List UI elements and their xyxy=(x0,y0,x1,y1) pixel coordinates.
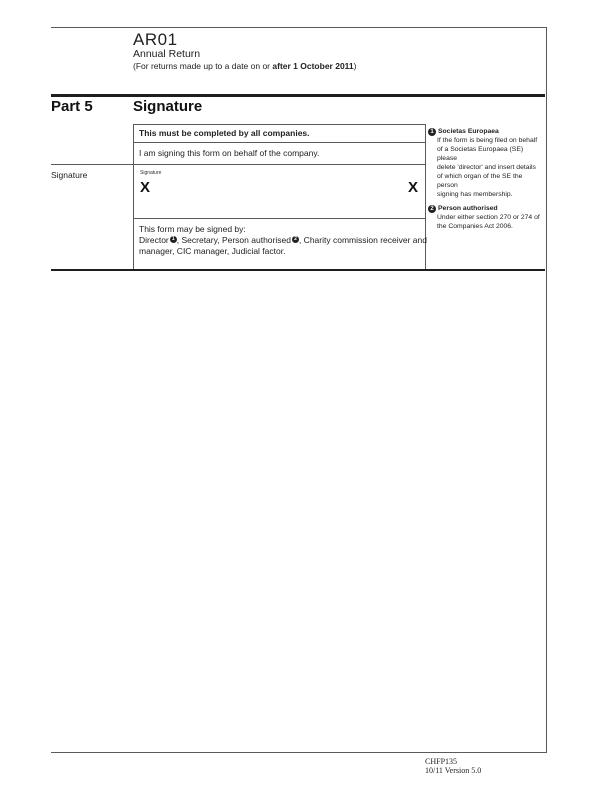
signature-side-label: Signature xyxy=(51,170,88,180)
signed-by-block xyxy=(139,224,427,257)
signature-field[interactable] xyxy=(134,165,424,217)
note-bullet: 1 xyxy=(428,128,436,136)
signed-by-line-1 xyxy=(139,235,427,246)
bottom-border xyxy=(51,752,547,753)
form-code: AR01 xyxy=(133,30,178,49)
right-border xyxy=(546,27,547,753)
note-body: Under either section 270 or 274 of the Companies Act 2006. xyxy=(437,214,540,230)
note-societas xyxy=(428,127,544,199)
signing-behalf-text: I am signing this form on behalf of the company. xyxy=(139,148,320,158)
form-note-bold: after 1 October 2011 xyxy=(272,61,354,71)
sign-mark-right: X xyxy=(408,179,419,196)
must-complete-text: This must be completed by all companies. xyxy=(139,128,310,138)
row-line-1 xyxy=(133,124,425,125)
row-line-4 xyxy=(133,218,425,219)
part-title: Signature xyxy=(133,98,203,115)
signature-box-label: Signature xyxy=(140,170,162,176)
note-person-authorised xyxy=(428,204,544,231)
note-title: 2 Person authorised xyxy=(428,204,544,213)
signed-by-heading: This form may be signed by: xyxy=(139,224,246,234)
signed-by-line-2: manager, CIC manager, Judicial factor. xyxy=(139,246,286,256)
signed-by-director: Director xyxy=(139,235,169,245)
footer xyxy=(425,757,481,775)
note-marker-1: 1 xyxy=(170,236,177,243)
form-note-suffix: ) xyxy=(353,61,357,71)
footer-version: 10/11 Version 5.0 xyxy=(425,766,482,775)
note-title: 1 Societas Europaea xyxy=(428,127,544,136)
note-bullet: 2 xyxy=(428,205,436,213)
notes-panel xyxy=(428,127,544,231)
form-name: Annual Return xyxy=(133,48,201,60)
form-note xyxy=(133,61,357,71)
footer-code: CHFP135 xyxy=(425,757,458,766)
part-divider xyxy=(51,94,545,97)
top-border xyxy=(51,27,547,28)
note-marker-2: 2 xyxy=(292,236,299,243)
sign-mark-left: X xyxy=(140,179,151,196)
section-end-rule xyxy=(51,269,545,271)
note-body: If the form is being filed on behalf of a Societas Europaea (SE) please delete 'director' and insert details of which organ of the SE the person signing has membership. xyxy=(437,137,538,198)
part-number: Part 5 xyxy=(51,98,93,115)
signed-by-charity: , Charity commission receiver and xyxy=(298,235,427,245)
form-note-prefix: (For returns made up to a date on or xyxy=(133,61,273,71)
signed-by-secretary: , Secretary, Person authorised xyxy=(176,235,291,245)
row-line-2 xyxy=(133,142,425,143)
